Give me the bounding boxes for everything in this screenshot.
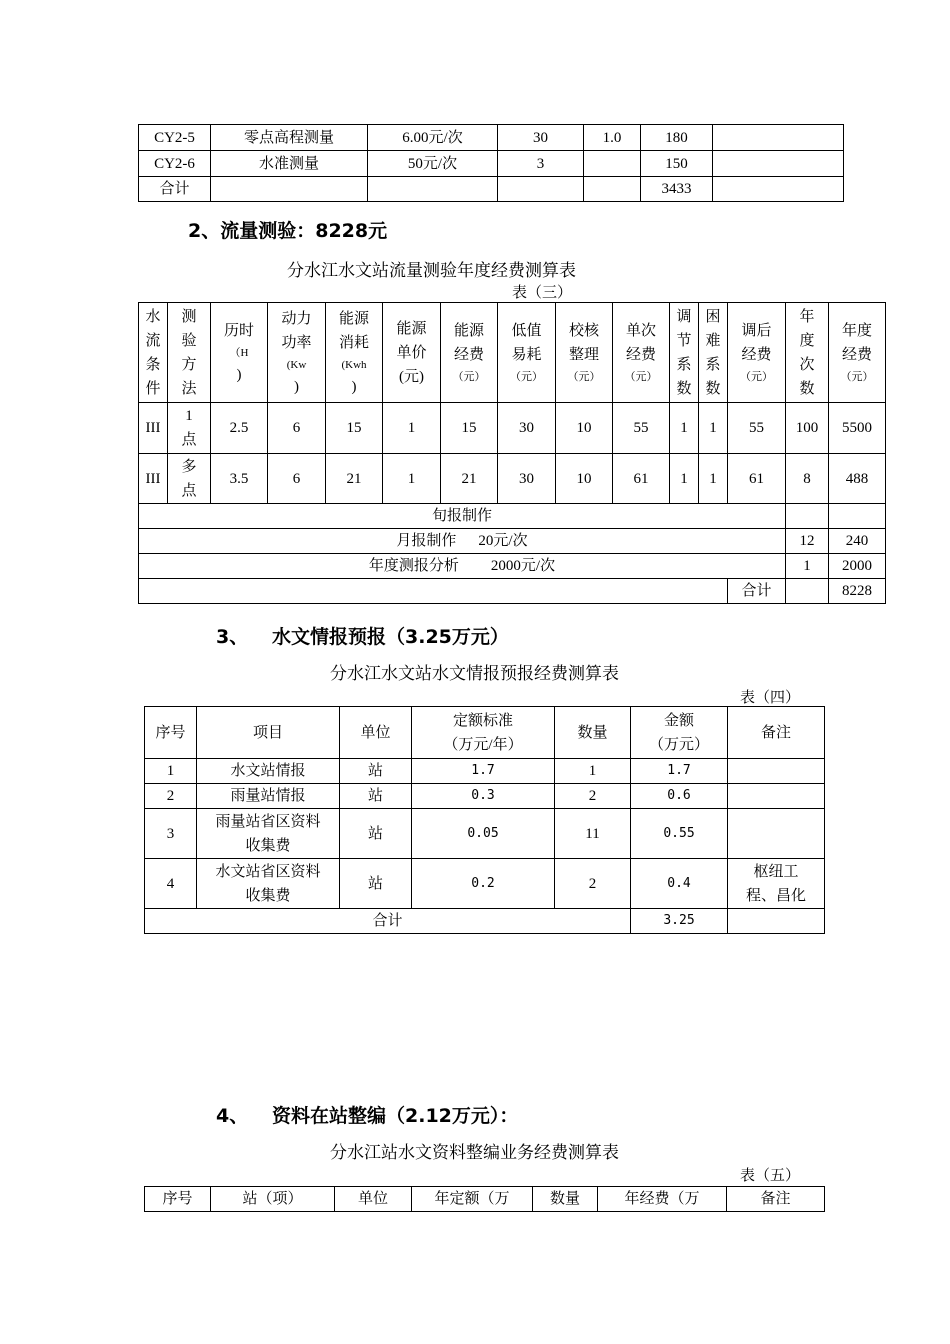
yuebao-label: 月报制作 20元/次 xyxy=(139,529,786,554)
header-cell: 能源 消耗 (Kwh ) xyxy=(326,303,383,403)
table-number: 表（四） xyxy=(740,690,801,706)
total-amount: 3.25 xyxy=(631,909,728,934)
cell-low: 30 xyxy=(498,403,556,454)
cell-single: 55 xyxy=(613,403,670,454)
total-amount: 3433 xyxy=(641,177,713,202)
cell-diff: 1 xyxy=(699,454,728,504)
cell-condition: III xyxy=(139,454,168,504)
cell-annual: 5500 xyxy=(829,403,886,454)
cell-energy: 21 xyxy=(326,454,383,504)
total-label: 合计 xyxy=(139,177,211,202)
table-caption: 分水江水文站流量测验年度经费测算表 xyxy=(287,261,576,280)
row-code: CY2-5 xyxy=(139,125,211,151)
niandu-times: 1 xyxy=(786,554,829,579)
cell-times: 100 xyxy=(786,403,829,454)
header-quota: 定额标准 （万元/年） xyxy=(412,707,555,759)
row-code: CY2-6 xyxy=(139,151,211,177)
section-heading-number: 3、 xyxy=(216,626,249,648)
yuebao-cost: 240 xyxy=(829,529,886,554)
xunbao-row xyxy=(139,504,886,529)
section-heading: 2、流量测验：8228元 xyxy=(188,220,388,242)
cell-check: 10 xyxy=(556,454,613,504)
table-row: 2 雨量站情报 站 0.3 2 0.6 xyxy=(145,784,825,809)
table-row xyxy=(139,125,844,151)
cell-hours: 2.5 xyxy=(211,403,268,454)
cell-adj: 1 xyxy=(670,403,699,454)
hydro-forecast-table xyxy=(144,706,825,934)
table-caption: 分水江水文站水文情报预报经费测算表 xyxy=(330,664,619,683)
yuebao-times: 12 xyxy=(786,529,829,554)
row-item: 水准测量 xyxy=(211,151,368,177)
cell-diff: 1 xyxy=(699,403,728,454)
section-heading: 资料在站整编（2.12万元）： xyxy=(272,1105,519,1127)
header-cell: 低值 易耗 （元） xyxy=(498,303,556,403)
cell-after: 61 xyxy=(728,454,786,504)
cell-method: 1 点 xyxy=(168,403,211,454)
cell-energy: 15 xyxy=(326,403,383,454)
header-cell: 年 度 次 数 xyxy=(786,303,829,403)
cell-energy-cost: 21 xyxy=(441,454,498,504)
cell-hours: 3.5 xyxy=(211,454,268,504)
row-price: 50元/次 xyxy=(368,151,498,177)
header-unit: 单位 xyxy=(340,707,412,759)
total-amount: 8228 xyxy=(829,579,886,604)
niandu-label: 年度测报分析 2000元/次 xyxy=(139,554,786,579)
row-coef: 1.0 xyxy=(584,125,641,151)
cell-check: 10 xyxy=(556,403,613,454)
cell-energy-cost: 15 xyxy=(441,403,498,454)
section-heading-number: 4、 xyxy=(216,1105,249,1127)
cell-power: 6 xyxy=(268,403,326,454)
cell-times: 8 xyxy=(786,454,829,504)
header-no: 序号 xyxy=(145,707,197,759)
section-heading: 水文情报预报（3.25万元） xyxy=(272,626,509,648)
row-item: 零点高程测量 xyxy=(211,125,368,151)
header-cell: 水 流 条 件 xyxy=(139,303,168,403)
cell-adj: 1 xyxy=(670,454,699,504)
header-amount: 金额 （万元） xyxy=(631,707,728,759)
row-amount: 180 xyxy=(641,125,713,151)
cell-power: 6 xyxy=(268,454,326,504)
table-number: 表（三） xyxy=(512,285,573,301)
total-label: 合计 xyxy=(145,909,631,934)
header-row xyxy=(139,303,886,403)
total-row xyxy=(139,177,844,202)
header-cell: 困 难 系 数 xyxy=(699,303,728,403)
table-row xyxy=(139,151,844,177)
cell-condition: III xyxy=(139,403,168,454)
row-note xyxy=(713,151,844,177)
cell-unit-price: 1 xyxy=(383,454,441,504)
table-row: 4 水文站省区资料 收集费 站 0.2 2 0.4 枢纽工 程、昌化 xyxy=(145,859,825,909)
xunbao-label: 旬报制作 xyxy=(139,504,786,529)
header-row: 序号 站（项） 单位 年定额（万 数量 年经费（万 备注 xyxy=(145,1187,825,1212)
row-note xyxy=(713,125,844,151)
cell-single: 61 xyxy=(613,454,670,504)
header-qty: 数量 xyxy=(555,707,631,759)
header-cell: 能源 单价 (元) xyxy=(383,303,441,403)
table-caption: 分水江站水文资料整编业务经费测算表 xyxy=(330,1143,619,1162)
yuebao-row xyxy=(139,529,886,554)
table-number: 表（五） xyxy=(740,1168,801,1184)
table-row: 3 雨量站省区资料 收集费 站 0.05 11 0.55 xyxy=(145,809,825,859)
header-row xyxy=(145,707,825,759)
header-cell: 测 验 方 法 xyxy=(168,303,211,403)
cell-after: 55 xyxy=(728,403,786,454)
row-amount: 150 xyxy=(641,151,713,177)
header-cell: 动力 功率 (Kw ) xyxy=(268,303,326,403)
niandu-row xyxy=(139,554,886,579)
header-item: 项目 xyxy=(197,707,340,759)
table-row: 1 水文站情报 站 1.7 1 1.7 xyxy=(145,759,825,784)
header-cell: 调 节 系 数 xyxy=(670,303,699,403)
header-cell: 单次 经费 （元） xyxy=(613,303,670,403)
flow-measurement-table xyxy=(138,302,886,604)
header-note: 备注 xyxy=(728,707,825,759)
table-row xyxy=(139,403,886,454)
table-row xyxy=(139,454,886,504)
survey-cost-table-continued xyxy=(138,124,844,202)
header-cell: 年度 经费 （元） xyxy=(829,303,886,403)
row-price: 6.00元/次 xyxy=(368,125,498,151)
header-cell: 校核 整理 （元） xyxy=(556,303,613,403)
row-coef xyxy=(584,151,641,177)
row-note: 枢纽工 程、昌化 xyxy=(728,859,825,909)
header-cell: 调后 经费 （元） xyxy=(728,303,786,403)
cell-unit-price: 1 xyxy=(383,403,441,454)
total-row xyxy=(139,579,886,604)
row-count: 30 xyxy=(498,125,584,151)
header-cell: 历时 （H ) xyxy=(211,303,268,403)
niandu-cost: 2000 xyxy=(829,554,886,579)
cell-low: 30 xyxy=(498,454,556,504)
cell-annual: 488 xyxy=(829,454,886,504)
row-count: 3 xyxy=(498,151,584,177)
total-label: 合计 xyxy=(728,579,786,604)
cell-method: 多 点 xyxy=(168,454,211,504)
total-row xyxy=(145,909,825,934)
data-compilation-table xyxy=(144,1186,825,1212)
header-cell: 能源 经费 （元） xyxy=(441,303,498,403)
